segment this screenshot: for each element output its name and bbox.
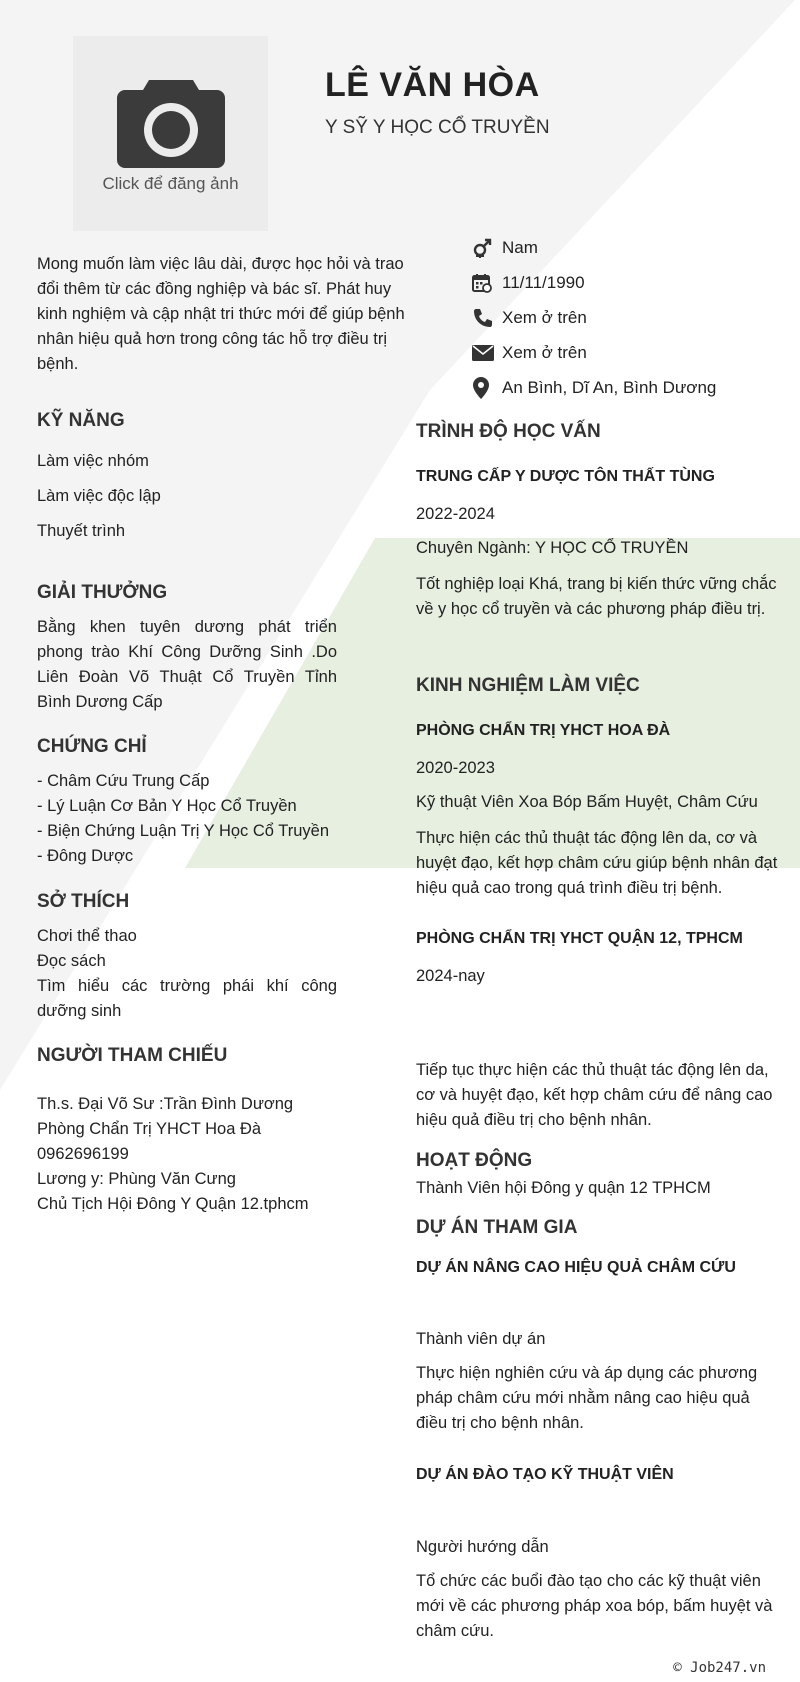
contact-birthday [472,265,782,300]
calendar-icon [472,272,502,294]
email-value: Xem ở trên [502,342,587,362]
project-desc: Thực hiện nghiên cứu và áp dụng các phương pháp châm cứu mới nhằm nâng cao hiệu quả điều trị cho bệnh nhân. [416,1364,758,1432]
certificates-title: CHỨNG CHỈ [37,736,147,757]
activities-title: HOẠT ĐỘNG [416,1150,533,1171]
hobby-item: Chơi thể thao [37,927,137,945]
contact-gender [472,230,782,265]
contact-phone[interactable] [472,300,782,335]
candidate-position: Y SỸ Y HỌC CỔ TRUYỀN [325,117,550,138]
photo-upload-label: Click để đăng ảnh [102,173,239,193]
gender-value: Nam [502,237,538,257]
skill-item: Làm việc độc lập [37,487,161,505]
reference-line: Phòng Chẩn Trị YHCT Hoa Đà [37,1120,262,1138]
reference-line: Chủ Tịch Hội Đông Y Quận 12.tphcm [37,1195,309,1213]
skill-item: Làm việc nhóm [37,452,149,470]
gender-icon [472,237,502,259]
job-role: Kỹ thuật Viên Xoa Bóp Bấm Huyệt, Châm Cứu [416,793,758,811]
awards-title: GIẢI THƯỞNG [37,582,168,603]
certificate-item: - Biện Chứng Luận Trị Y Học Cổ Truyền [37,822,330,840]
career-objective: Mong muốn làm việc lâu dài, được học hỏi và trao đổi thêm từ các đồng nghiệp và bác sĩ. Phát huy kinh nghiệm và cập nhật tri thức mới để giúp bệnh nhân hiệu quả hơn trong công tác hỗ trợ điều trị bệnh. [37,255,405,373]
address-value: An Bình, Dĩ An, Bình Dương [502,377,717,397]
phone-icon [472,307,502,329]
contact-address [472,370,782,405]
project-name: DỰ ÁN NÂNG CAO HIỆU QUẢ CHÂM CỨU [416,1259,736,1276]
education-desc: Tốt nghiệp loại Khá, trang bị kiến thức vững chắc về y học cổ truyền và các phương pháp điều trị. [416,575,777,618]
experience-title: KINH NGHIỆM LÀM VIỆC [416,675,640,696]
location-pin-icon [472,377,502,399]
contact-info [472,230,782,405]
footer-copyright: © Job247.vn [673,1660,766,1676]
project-role: Thành viên dự án [416,1330,546,1348]
certificate-item: - Đông Dược [37,847,134,865]
projects-title: DỰ ÁN THAM GIA [416,1217,578,1238]
project-role: Người hướng dẫn [416,1538,549,1556]
hobby-item: Đọc sách [37,952,106,970]
job-company: PHÒNG CHẨN TRỊ YHCT QUẬN 12, TPHCM [416,930,743,947]
project-name: DỰ ÁN ĐÀO TẠO KỸ THUẬT VIÊN [416,1466,674,1483]
hobby-item: Tìm hiểu các trường phái khí công dưỡng sinh [37,977,337,1020]
skills-title: KỸ NĂNG [37,410,125,431]
job-company: PHÒNG CHẨN TRỊ YHCT HOA ĐÀ [416,722,671,739]
job-desc: Tiếp tục thực hiện các thủ thuật tác động lên da, cơ và huyệt đạo, kết hợp châm cứu để nâng cao hiệu quả điều trị cho bệnh nhân. [416,1061,773,1129]
references-title: NGƯỜI THAM CHIẾU [37,1045,228,1066]
candidate-name: LÊ VĂN HÒA [325,66,540,104]
hobbies-title: SỞ THÍCH [37,891,130,912]
envelope-icon [472,342,502,364]
job-desc: Thực hiện các thủ thuật tác động lên da, cơ và huyệt đạo, kết hợp châm cứu giúp bệnh nhân đạt hiệu quả cao trong quá trình điều trị bệnh. [416,829,778,897]
reference-line: 0962696199 [37,1145,129,1163]
skill-item: Thuyết trình [37,522,126,540]
education-title: TRÌNH ĐỘ HỌC VẤN [416,421,601,442]
certificate-item: - Châm Cứu Trung Cấp [37,772,210,790]
reference-line: Lương y: Phùng Văn Cưng [37,1170,236,1188]
camera-icon [111,74,231,170]
job-years: 2020-2023 [416,759,495,777]
education-major: Chuyên Ngành: Y HỌC CỔ TRUYỀN [416,539,689,557]
contact-email[interactable] [472,335,782,370]
project-desc: Tổ chức các buổi đào tạo cho các kỹ thuật viên mới về các phương pháp xoa bóp, bấm huyệt và châm cứu. [416,1572,773,1640]
birthday-value: 11/11/1990 [502,272,585,292]
job-years: 2024-nay [416,967,485,985]
education-school: TRUNG CẤP Y DƯỢC TÔN THẤT TÙNG [416,468,715,485]
reference-line: Th.s. Đại Võ Sư :Trần Đình Dương [37,1095,294,1113]
photo-upload[interactable] [73,36,268,231]
activities-text: Thành Viên hội Đông y quận 12 TPHCM [416,1179,711,1197]
phone-value: Xem ở trên [502,307,587,327]
certificate-item: - Lý Luận Cơ Bản Y Học Cổ Truyền [37,797,297,815]
education-years: 2022-2024 [416,505,495,523]
awards-text: Bằng khen tuyên dương phát triển phong trào Khí Công Dưỡng Sinh .Do Liên Đoàn Võ Thuật Cổ Truyền Tỉnh Bình Dương Cấp [37,618,337,711]
